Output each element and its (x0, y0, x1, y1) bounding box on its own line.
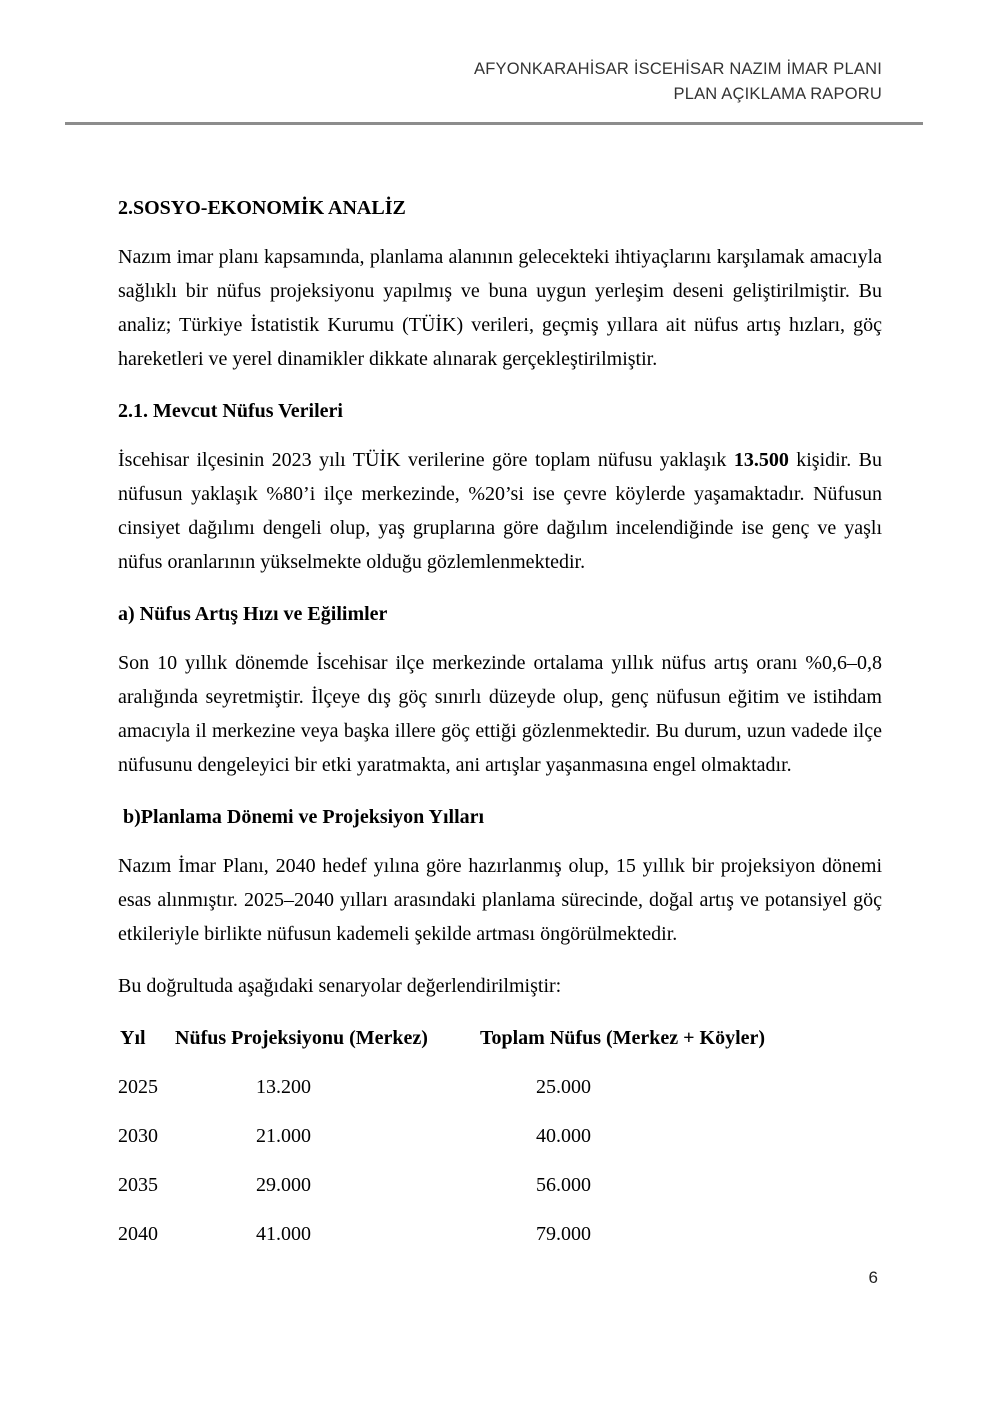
population-total-value: 13.500 (733, 449, 789, 471)
table-row (118, 1070, 882, 1104)
document-body (0, 191, 1000, 1289)
header-line-1: AFYONKARAHİSAR İSCEHİSAR NAZIM İMAR PLANI (474, 60, 882, 78)
section-title: 2.SOSYO-EKONOMİK ANALİZ (118, 197, 406, 219)
population-paragraph (118, 443, 882, 579)
table-cell-toplam: 40.000 (536, 1125, 591, 1147)
table-cell-toplam: 25.000 (536, 1076, 591, 1098)
subsection-title: 2.1. Mevcut Nüfus Verileri (118, 400, 343, 422)
table-cell-toplam: 79.000 (536, 1223, 591, 1245)
table-header-merkez: Nüfus Projeksiyonu (Merkez) (175, 1027, 428, 1049)
header-divider (65, 122, 923, 125)
heading-growth-rate: a) Nüfus Artış Hızı ve Eğilimler (118, 603, 388, 625)
table-cell-merkez: 29.000 (256, 1174, 311, 1196)
table-row (118, 1168, 882, 1202)
table-cell-merkez: 41.000 (256, 1223, 311, 1245)
population-paragraph-after: kişidir. Bu nüfusun yaklaşık %80’i ilçe merkezinde, %20’si ise çevre köylerde yaşamaktadır. Nüfusun cinsiyet dağılımı dengeli olup, yaş gruplarına göre dağılım incelendiğinde ise genç ve yaşlı nüfus oranlarının yükselmekte olduğu gözlemlenmektedir. (118, 449, 882, 573)
planning-period-paragraph: Nazım İmar Planı, 2040 hedef yılına göre hazırlanmış olup, 15 yıllık bir projeksiyon dönemi esas alınmıştır. 2025–2040 yılları arasındaki planlama sürecinde, doğal artış ve potansiyel göç etkileriyle birlikte nüfusun kademeli şekilde artması öngörülmektedir. (118, 855, 882, 945)
table-row (118, 1119, 882, 1153)
table-cell-year: 2035 (118, 1174, 158, 1196)
table-row (118, 1217, 882, 1251)
intro-paragraph: Nazım imar planı kapsamında, planlama alanının gelecekteki ihtiyaçlarını karşılamak amacıyla sağlıklı bir nüfus projeksiyonu yapılmış ve buna uygun yerleşim deseni geliştirilmiştir. Bu analiz; Türkiye İstatistik Kurumu (TÜİK) verileri, geçmiş yıllara ait nüfus artış hızları, göç hareketleri ve yerel dinamikler dikkate alınarak gerçekleştirilmiştir. (118, 246, 882, 370)
table-cell-merkez: 21.000 (256, 1125, 311, 1147)
growth-rate-paragraph: Son 10 yıllık dönemde İscehisar ilçe merkezinde ortalama yıllık nüfus artış oranı %0,6–0,8 aralığında seyretmiştir. İlçeye dış göç sınırlı düzeyde olup, genç nüfusun eğitim ve istihdam amacıyla il merkezine veya başka illere göç ettiği gözlenmektedir. Bu durum, uzun vadede ilçe nüfusunu dengeleyici bir etki yaratmakta, ani artışlar yaşanmasına engel olmaktadır. (118, 652, 882, 776)
scenarios-intro: Bu doğrultuda aşağıdaki senaryolar değerlendirilmiştir: (118, 975, 562, 997)
heading-planning-period: b)Planlama Dönemi ve Projeksiyon Yılları (123, 806, 485, 828)
population-paragraph-before: İscehisar ilçesinin 2023 yılı TÜİK verilerine göre toplam nüfusu yaklaşık (118, 449, 734, 471)
table-cell-merkez: 13.200 (256, 1076, 311, 1098)
table-cell-year: 2040 (118, 1223, 158, 1245)
table-cell-toplam: 56.000 (536, 1174, 591, 1196)
table-header-year: Yıl (120, 1027, 146, 1049)
page-header (0, 0, 1000, 107)
table-cell-year: 2025 (118, 1076, 158, 1098)
page-number: 6 (868, 1268, 878, 1287)
header-line-2: PLAN AÇIKLAMA RAPORU (673, 85, 882, 103)
table-header-toplam: Toplam Nüfus (Merkez + Köyler) (480, 1027, 766, 1049)
projection-table (118, 1021, 882, 1251)
table-header-row (118, 1021, 882, 1055)
table-cell-year: 2030 (118, 1125, 158, 1147)
